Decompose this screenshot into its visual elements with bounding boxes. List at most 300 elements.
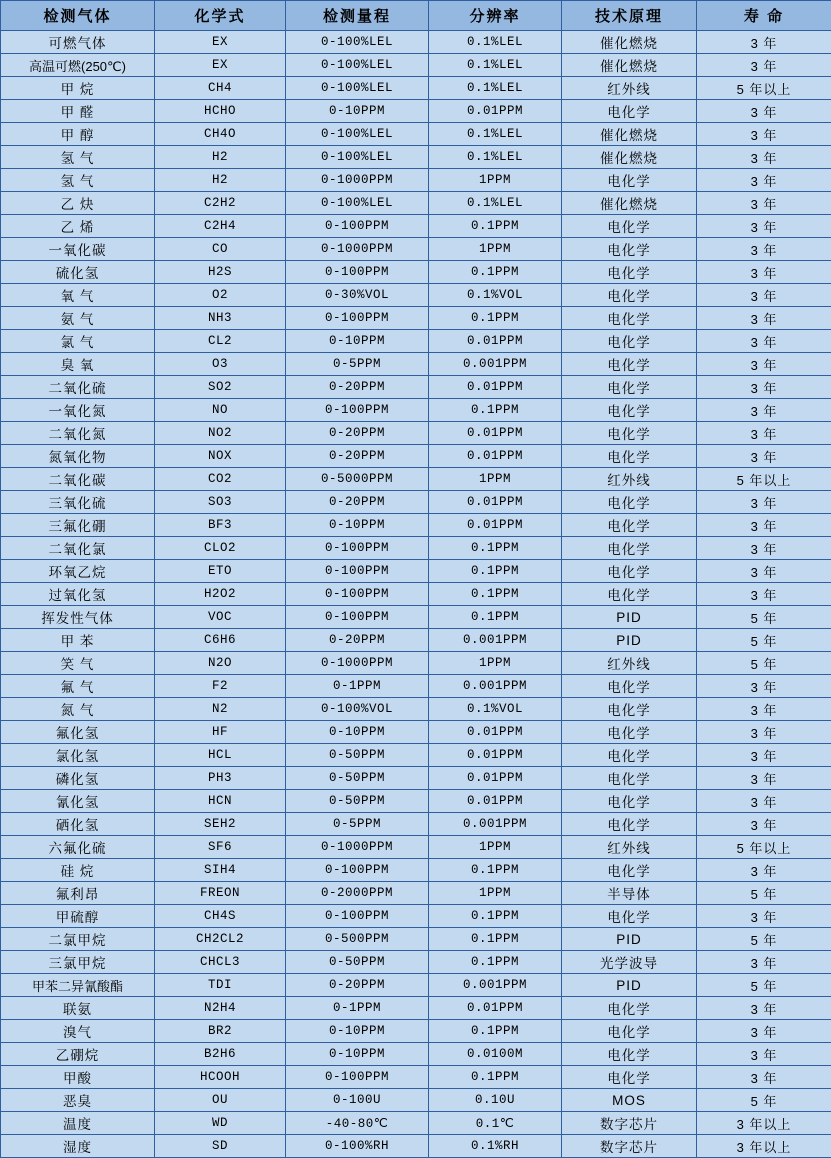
cell-formula: EX	[155, 31, 286, 54]
cell-lifetime: 5 年	[697, 629, 831, 652]
table-row	[1, 307, 831, 330]
cell-lifetime: 3 年	[697, 905, 831, 928]
cell-resolution: 0.1PPM	[429, 951, 562, 974]
cell-formula: NH3	[155, 307, 286, 330]
cell-lifetime: 3 年	[697, 583, 831, 606]
cell-formula: H2S	[155, 261, 286, 284]
cell-principle: 催化燃烧	[562, 192, 697, 215]
column-header-principle: 技术原理	[562, 1, 697, 31]
column-header-formula: 化学式	[155, 1, 286, 31]
table-row	[1, 261, 831, 284]
cell-range: 0-30%VOL	[286, 284, 429, 307]
cell-range: 0-50PPM	[286, 790, 429, 813]
cell-formula: SO2	[155, 376, 286, 399]
cell-formula: BF3	[155, 514, 286, 537]
cell-resolution: 0.1%VOL	[429, 284, 562, 307]
table-row	[1, 353, 831, 376]
cell-principle: 电化学	[562, 905, 697, 928]
table-row	[1, 836, 831, 859]
cell-principle: 电化学	[562, 353, 697, 376]
cell-gas: 六氟化硫	[1, 836, 155, 859]
cell-formula: SD	[155, 1135, 286, 1158]
cell-lifetime: 3 年	[697, 31, 831, 54]
cell-gas: 臭 氧	[1, 353, 155, 376]
cell-range: 0-100PPM	[286, 261, 429, 284]
cell-resolution: 0.01PPM	[429, 376, 562, 399]
cell-resolution: 0.1PPM	[429, 307, 562, 330]
cell-resolution: 0.1PPM	[429, 1066, 562, 1089]
cell-principle: 红外线	[562, 652, 697, 675]
cell-gas: 一氧化碳	[1, 238, 155, 261]
cell-lifetime: 3 年	[697, 859, 831, 882]
cell-lifetime: 5 年	[697, 974, 831, 997]
cell-gas: 硅 烷	[1, 859, 155, 882]
table-row	[1, 974, 831, 997]
cell-range: 0-10PPM	[286, 514, 429, 537]
cell-gas: 氮氧化物	[1, 445, 155, 468]
column-header-gas: 检测气体	[1, 1, 155, 31]
table-row	[1, 100, 831, 123]
cell-gas: 高温可燃(250℃)	[1, 54, 155, 77]
table-row	[1, 859, 831, 882]
table-row	[1, 215, 831, 238]
table-row	[1, 146, 831, 169]
cell-gas: 温度	[1, 1112, 155, 1135]
cell-principle: PID	[562, 606, 697, 629]
cell-lifetime: 5 年以上	[697, 77, 831, 100]
table-row	[1, 192, 831, 215]
cell-formula: CH2CL2	[155, 928, 286, 951]
cell-lifetime: 3 年以上	[697, 1135, 831, 1158]
cell-principle: 电化学	[562, 698, 697, 721]
cell-principle: 电化学	[562, 1020, 697, 1043]
cell-lifetime: 3 年以上	[697, 1112, 831, 1135]
table-row	[1, 1135, 831, 1158]
cell-gas: 一氧化氮	[1, 399, 155, 422]
cell-principle: PID	[562, 629, 697, 652]
cell-resolution: 0.10U	[429, 1089, 562, 1112]
cell-gas: 三氯甲烷	[1, 951, 155, 974]
cell-gas: 乙 炔	[1, 192, 155, 215]
cell-principle: 电化学	[562, 330, 697, 353]
cell-lifetime: 3 年	[697, 813, 831, 836]
cell-resolution: 0.1℃	[429, 1112, 562, 1135]
cell-range: 0-10PPM	[286, 1043, 429, 1066]
cell-lifetime: 3 年	[697, 54, 831, 77]
cell-lifetime: 3 年	[697, 353, 831, 376]
cell-resolution: 0.001PPM	[429, 629, 562, 652]
cell-resolution: 0.1PPM	[429, 560, 562, 583]
cell-resolution: 0.0100M	[429, 1043, 562, 1066]
cell-resolution: 0.1%LEL	[429, 123, 562, 146]
cell-principle: 红外线	[562, 77, 697, 100]
table-row	[1, 606, 831, 629]
cell-formula: O2	[155, 284, 286, 307]
cell-lifetime: 3 年	[697, 215, 831, 238]
cell-gas: 磷化氢	[1, 767, 155, 790]
cell-gas: 甲苯二异氰酸酯	[1, 974, 155, 997]
column-header-range: 检测量程	[286, 1, 429, 31]
cell-principle: 催化燃烧	[562, 54, 697, 77]
cell-lifetime: 5 年	[697, 606, 831, 629]
table-row	[1, 1020, 831, 1043]
cell-formula: H2O2	[155, 583, 286, 606]
cell-formula: BR2	[155, 1020, 286, 1043]
table-row	[1, 330, 831, 353]
cell-range: 0-1PPM	[286, 997, 429, 1020]
cell-principle: 电化学	[562, 445, 697, 468]
cell-lifetime: 3 年	[697, 307, 831, 330]
cell-resolution: 0.1PPM	[429, 537, 562, 560]
cell-principle: 催化燃烧	[562, 146, 697, 169]
cell-formula: N2O	[155, 652, 286, 675]
cell-formula: ETO	[155, 560, 286, 583]
table-row	[1, 284, 831, 307]
cell-resolution: 0.01PPM	[429, 445, 562, 468]
table-row	[1, 399, 831, 422]
cell-formula: C2H4	[155, 215, 286, 238]
cell-resolution: 0.1%LEL	[429, 54, 562, 77]
cell-range: 0-20PPM	[286, 376, 429, 399]
cell-range: 0-100PPM	[286, 583, 429, 606]
cell-gas: 甲硫醇	[1, 905, 155, 928]
cell-resolution: 0.001PPM	[429, 675, 562, 698]
cell-formula: CHCL3	[155, 951, 286, 974]
cell-principle: 电化学	[562, 1066, 697, 1089]
table-row	[1, 560, 831, 583]
cell-resolution: 0.01PPM	[429, 330, 562, 353]
cell-resolution: 0.1%VOL	[429, 698, 562, 721]
cell-principle: 半导体	[562, 882, 697, 905]
cell-range: 0-100%LEL	[286, 77, 429, 100]
cell-range: 0-1000PPM	[286, 238, 429, 261]
cell-formula: CH4S	[155, 905, 286, 928]
cell-range: 0-100U	[286, 1089, 429, 1112]
cell-resolution: 1PPM	[429, 238, 562, 261]
table-row	[1, 1112, 831, 1135]
table-body	[1, 31, 831, 1158]
cell-lifetime: 5 年	[697, 928, 831, 951]
cell-gas: 甲 醛	[1, 100, 155, 123]
cell-range: 0-1000PPM	[286, 169, 429, 192]
cell-resolution: 0.1PPM	[429, 606, 562, 629]
cell-principle: 电化学	[562, 537, 697, 560]
cell-range: 0-50PPM	[286, 951, 429, 974]
table-row	[1, 31, 831, 54]
cell-resolution: 0.001PPM	[429, 974, 562, 997]
cell-lifetime: 3 年	[697, 767, 831, 790]
cell-gas: 氰化氢	[1, 790, 155, 813]
table-row	[1, 928, 831, 951]
cell-formula: HCHO	[155, 100, 286, 123]
table-row	[1, 514, 831, 537]
cell-formula: N2H4	[155, 997, 286, 1020]
cell-range: 0-20PPM	[286, 491, 429, 514]
cell-lifetime: 3 年	[697, 422, 831, 445]
cell-principle: 电化学	[562, 675, 697, 698]
cell-formula: F2	[155, 675, 286, 698]
cell-lifetime: 3 年	[697, 192, 831, 215]
cell-resolution: 0.1%LEL	[429, 146, 562, 169]
table-row	[1, 1066, 831, 1089]
table-row	[1, 698, 831, 721]
cell-gas: 甲酸	[1, 1066, 155, 1089]
cell-lifetime: 3 年	[697, 951, 831, 974]
table-row	[1, 491, 831, 514]
cell-range: -40-80℃	[286, 1112, 429, 1135]
cell-lifetime: 3 年	[697, 445, 831, 468]
cell-principle: 电化学	[562, 583, 697, 606]
cell-lifetime: 5 年	[697, 882, 831, 905]
cell-range: 0-100%LEL	[286, 146, 429, 169]
cell-gas: 氟利昂	[1, 882, 155, 905]
cell-principle: 电化学	[562, 284, 697, 307]
cell-gas: 氨 气	[1, 307, 155, 330]
cell-gas: 氟 气	[1, 675, 155, 698]
table-row	[1, 583, 831, 606]
table-row	[1, 445, 831, 468]
cell-resolution: 1PPM	[429, 169, 562, 192]
cell-gas: 硫化氢	[1, 261, 155, 284]
cell-principle: PID	[562, 928, 697, 951]
cell-resolution: 0.01PPM	[429, 422, 562, 445]
cell-resolution: 0.1%LEL	[429, 77, 562, 100]
cell-lifetime: 5 年	[697, 1089, 831, 1112]
cell-range: 0-10PPM	[286, 721, 429, 744]
cell-resolution: 0.1PPM	[429, 859, 562, 882]
cell-range: 0-100%LEL	[286, 123, 429, 146]
cell-principle: 电化学	[562, 790, 697, 813]
cell-lifetime: 3 年	[697, 790, 831, 813]
cell-lifetime: 3 年	[697, 744, 831, 767]
cell-formula: H2	[155, 169, 286, 192]
cell-lifetime: 3 年	[697, 238, 831, 261]
cell-gas: 氢 气	[1, 169, 155, 192]
cell-gas: 挥发性气体	[1, 606, 155, 629]
cell-principle: 数字芯片	[562, 1135, 697, 1158]
cell-formula: CL2	[155, 330, 286, 353]
table-row	[1, 537, 831, 560]
header-row	[1, 1, 831, 31]
cell-lifetime: 3 年	[697, 560, 831, 583]
cell-formula: HCOOH	[155, 1066, 286, 1089]
cell-formula: C2H2	[155, 192, 286, 215]
cell-lifetime: 3 年	[697, 1020, 831, 1043]
cell-resolution: 0.1PPM	[429, 905, 562, 928]
cell-formula: SO3	[155, 491, 286, 514]
cell-resolution: 0.1PPM	[429, 399, 562, 422]
cell-gas: 笑 气	[1, 652, 155, 675]
cell-principle: 电化学	[562, 261, 697, 284]
cell-lifetime: 3 年	[697, 376, 831, 399]
cell-principle: 催化燃烧	[562, 31, 697, 54]
cell-lifetime: 3 年	[697, 100, 831, 123]
cell-resolution: 0.1PPM	[429, 583, 562, 606]
cell-gas: 硒化氢	[1, 813, 155, 836]
cell-principle: 电化学	[562, 767, 697, 790]
cell-formula: CLO2	[155, 537, 286, 560]
cell-lifetime: 3 年	[697, 997, 831, 1020]
table-row	[1, 169, 831, 192]
cell-resolution: 0.1PPM	[429, 215, 562, 238]
table-row	[1, 767, 831, 790]
cell-formula: CO	[155, 238, 286, 261]
cell-formula: HCL	[155, 744, 286, 767]
cell-principle: 电化学	[562, 1043, 697, 1066]
cell-principle: 数字芯片	[562, 1112, 697, 1135]
table-header	[1, 1, 831, 31]
table-row	[1, 123, 831, 146]
cell-resolution: 0.001PPM	[429, 353, 562, 376]
cell-range: 0-20PPM	[286, 422, 429, 445]
cell-resolution: 1PPM	[429, 836, 562, 859]
cell-principle: 电化学	[562, 859, 697, 882]
cell-lifetime: 3 年	[697, 1066, 831, 1089]
cell-formula: FREON	[155, 882, 286, 905]
cell-gas: 二氯甲烷	[1, 928, 155, 951]
cell-formula: SEH2	[155, 813, 286, 836]
column-header-lifetime: 寿 命	[697, 1, 831, 31]
cell-gas: 恶臭	[1, 1089, 155, 1112]
cell-gas: 乙 烯	[1, 215, 155, 238]
cell-formula: VOC	[155, 606, 286, 629]
cell-range: 0-1PPM	[286, 675, 429, 698]
cell-lifetime: 3 年	[697, 261, 831, 284]
table-row	[1, 238, 831, 261]
table-row	[1, 1043, 831, 1066]
cell-range: 0-100PPM	[286, 560, 429, 583]
cell-range: 0-50PPM	[286, 744, 429, 767]
cell-formula: CH4	[155, 77, 286, 100]
cell-range: 0-100PPM	[286, 399, 429, 422]
cell-lifetime: 3 年	[697, 399, 831, 422]
table-row	[1, 77, 831, 100]
cell-range: 0-5PPM	[286, 353, 429, 376]
cell-range: 0-100%LEL	[286, 31, 429, 54]
table-row	[1, 422, 831, 445]
cell-gas: 过氧化氢	[1, 583, 155, 606]
cell-range: 0-100PPM	[286, 215, 429, 238]
cell-resolution: 0.01PPM	[429, 790, 562, 813]
cell-formula: N2	[155, 698, 286, 721]
cell-range: 0-1000PPM	[286, 652, 429, 675]
cell-range: 0-100%LEL	[286, 192, 429, 215]
cell-formula: CH4O	[155, 123, 286, 146]
cell-range: 0-100%RH	[286, 1135, 429, 1158]
cell-resolution: 0.1PPM	[429, 1020, 562, 1043]
table-row	[1, 629, 831, 652]
cell-range: 0-5000PPM	[286, 468, 429, 491]
cell-resolution: 1PPM	[429, 468, 562, 491]
cell-formula: WD	[155, 1112, 286, 1135]
cell-lifetime: 3 年	[697, 123, 831, 146]
cell-formula: SF6	[155, 836, 286, 859]
cell-gas: 甲 醇	[1, 123, 155, 146]
cell-resolution: 0.1%RH	[429, 1135, 562, 1158]
table-row	[1, 54, 831, 77]
cell-range: 0-100PPM	[286, 537, 429, 560]
table-row	[1, 721, 831, 744]
cell-range: 0-20PPM	[286, 629, 429, 652]
cell-range: 0-100%LEL	[286, 54, 429, 77]
cell-principle: 催化燃烧	[562, 123, 697, 146]
cell-lifetime: 3 年	[697, 330, 831, 353]
cell-lifetime: 3 年	[697, 675, 831, 698]
cell-gas: 氧 气	[1, 284, 155, 307]
cell-range: 0-10PPM	[286, 1020, 429, 1043]
table-row	[1, 652, 831, 675]
cell-principle: 电化学	[562, 238, 697, 261]
cell-principle: 电化学	[562, 744, 697, 767]
table-row	[1, 675, 831, 698]
cell-lifetime: 3 年	[697, 146, 831, 169]
cell-range: 0-20PPM	[286, 445, 429, 468]
cell-principle: 光学波导	[562, 951, 697, 974]
cell-lifetime: 3 年	[697, 284, 831, 307]
cell-lifetime: 3 年	[697, 698, 831, 721]
cell-formula: H2	[155, 146, 286, 169]
cell-lifetime: 5 年以上	[697, 836, 831, 859]
cell-resolution: 0.01PPM	[429, 744, 562, 767]
cell-gas: 二氧化碳	[1, 468, 155, 491]
cell-gas: 氯化氢	[1, 744, 155, 767]
cell-formula: B2H6	[155, 1043, 286, 1066]
cell-lifetime: 3 年	[697, 491, 831, 514]
cell-principle: 电化学	[562, 376, 697, 399]
cell-resolution: 0.1PPM	[429, 261, 562, 284]
cell-lifetime: 3 年	[697, 169, 831, 192]
cell-resolution: 0.01PPM	[429, 491, 562, 514]
cell-formula: EX	[155, 54, 286, 77]
cell-formula: NO2	[155, 422, 286, 445]
cell-lifetime: 3 年	[697, 721, 831, 744]
table-row	[1, 997, 831, 1020]
cell-principle: 电化学	[562, 560, 697, 583]
cell-gas: 二氧化硫	[1, 376, 155, 399]
cell-lifetime: 3 年	[697, 537, 831, 560]
table-row	[1, 813, 831, 836]
cell-range: 0-2000PPM	[286, 882, 429, 905]
table-row	[1, 951, 831, 974]
cell-gas: 甲 苯	[1, 629, 155, 652]
cell-gas: 二氧化氮	[1, 422, 155, 445]
table-row	[1, 882, 831, 905]
cell-gas: 甲 烷	[1, 77, 155, 100]
cell-principle: 电化学	[562, 997, 697, 1020]
cell-gas: 三氧化硫	[1, 491, 155, 514]
cell-gas: 溴气	[1, 1020, 155, 1043]
cell-gas: 联氨	[1, 997, 155, 1020]
cell-formula: NOX	[155, 445, 286, 468]
cell-gas: 氯 气	[1, 330, 155, 353]
cell-gas: 二氧化氯	[1, 537, 155, 560]
cell-range: 0-50PPM	[286, 767, 429, 790]
cell-resolution: 0.1%LEL	[429, 192, 562, 215]
cell-principle: 电化学	[562, 169, 697, 192]
cell-range: 0-100PPM	[286, 307, 429, 330]
cell-formula: TDI	[155, 974, 286, 997]
cell-range: 0-100PPM	[286, 1066, 429, 1089]
cell-principle: 电化学	[562, 399, 697, 422]
cell-principle: 电化学	[562, 307, 697, 330]
cell-formula: C6H6	[155, 629, 286, 652]
table-row	[1, 468, 831, 491]
table-row	[1, 1089, 831, 1112]
cell-resolution: 0.1%LEL	[429, 31, 562, 54]
cell-principle: 电化学	[562, 422, 697, 445]
cell-range: 0-100PPM	[286, 859, 429, 882]
cell-range: 0-10PPM	[286, 100, 429, 123]
